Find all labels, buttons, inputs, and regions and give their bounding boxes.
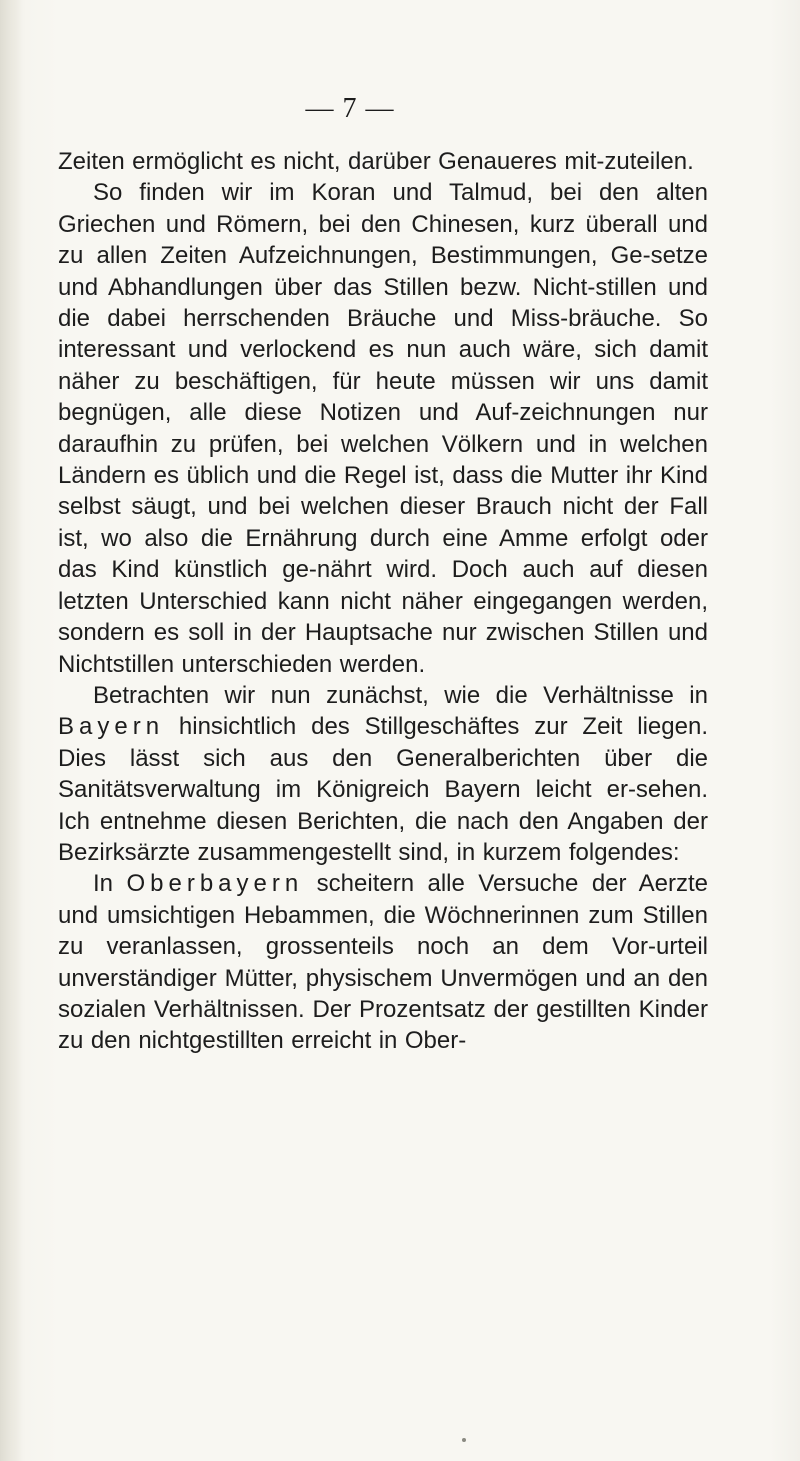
- paragraph-3-rest: hinsichtlich des Stillgeschäftes zur Zeit liegen. Dies lässt sich aus den Generalberichten über die Sanitätsverwaltung im Königreich Bayern leicht er-sehen. Ich entnehme diesen Berichten, die nach den Angaben der Bezirksärzte zusammengestellt sind, in kurzem folgendes:: [58, 713, 708, 866]
- paper-speck: [462, 1438, 466, 1442]
- paragraph-2: So finden wir im Koran und Talmud, bei den alten Griechen und Römern, bei den Chinesen, kurz überall und zu allen Zeiten Aufzeichnungen, Bestimmungen, Ge-setze und Abhandlungen über das Stillen bezw. Nicht-stillen und die dabei herrschenden Bräuche und Miss-bräuche. So interessant und verlockend es nun auch wäre, sich damit näher zu beschäftigen, für heute müssen wir uns damit begnügen, alle diese Notizen und Auf-zeichnungen nur daraufhin zu prüfen, bei welchen Völkern und in welchen Ländern es üblich und die Regel ist, dass die Mutter ihr Kind selbst säugt, und bei welchen dieser Brauch nicht der Fall ist, wo also die Ernährung durch eine Amme erfolgt oder das Kind künstlich ge-nährt wird. Doch auch auf diesen letzten Unterschied kann nicht näher eingegangen werden, sondern es soll in der Hauptsache nur zwischen Stillen und Nichtstillen unterschieden werden.: [58, 179, 708, 678]
- paragraph-4: [58, 868, 708, 1056]
- page-spine-shadow: [0, 0, 22, 1461]
- emphasized-place-bayern: Bayern: [58, 713, 165, 741]
- paragraph-4-start: In: [93, 870, 127, 898]
- emphasized-place-oberbayern: Oberbayern: [126, 870, 304, 898]
- paragraph-3-start: Betrachten wir nun zunächst, wie die Verhältnisse in: [93, 681, 708, 709]
- paragraph-3: [58, 680, 708, 868]
- paragraph-1: Zeiten ermöglicht es nicht, darüber Genaueres mit-zuteilen.: [58, 148, 694, 175]
- body-text: [58, 146, 708, 1057]
- page-number: — 7 —: [305, 93, 395, 124]
- paragraph-4-rest: scheitern alle Versuche der Aerzte und umsichtigen Hebammen, die Wöchnerinnen zum Stillen zu veranlassen, grossenteils noch an dem Vor-urteil unverständiger Mütter, physischem Unvermögen und an den sozialen Verhältnissen. Der Prozentsatz der gestillten Kinder zu den nichtgestillten erreicht in Ober-: [58, 870, 709, 1055]
